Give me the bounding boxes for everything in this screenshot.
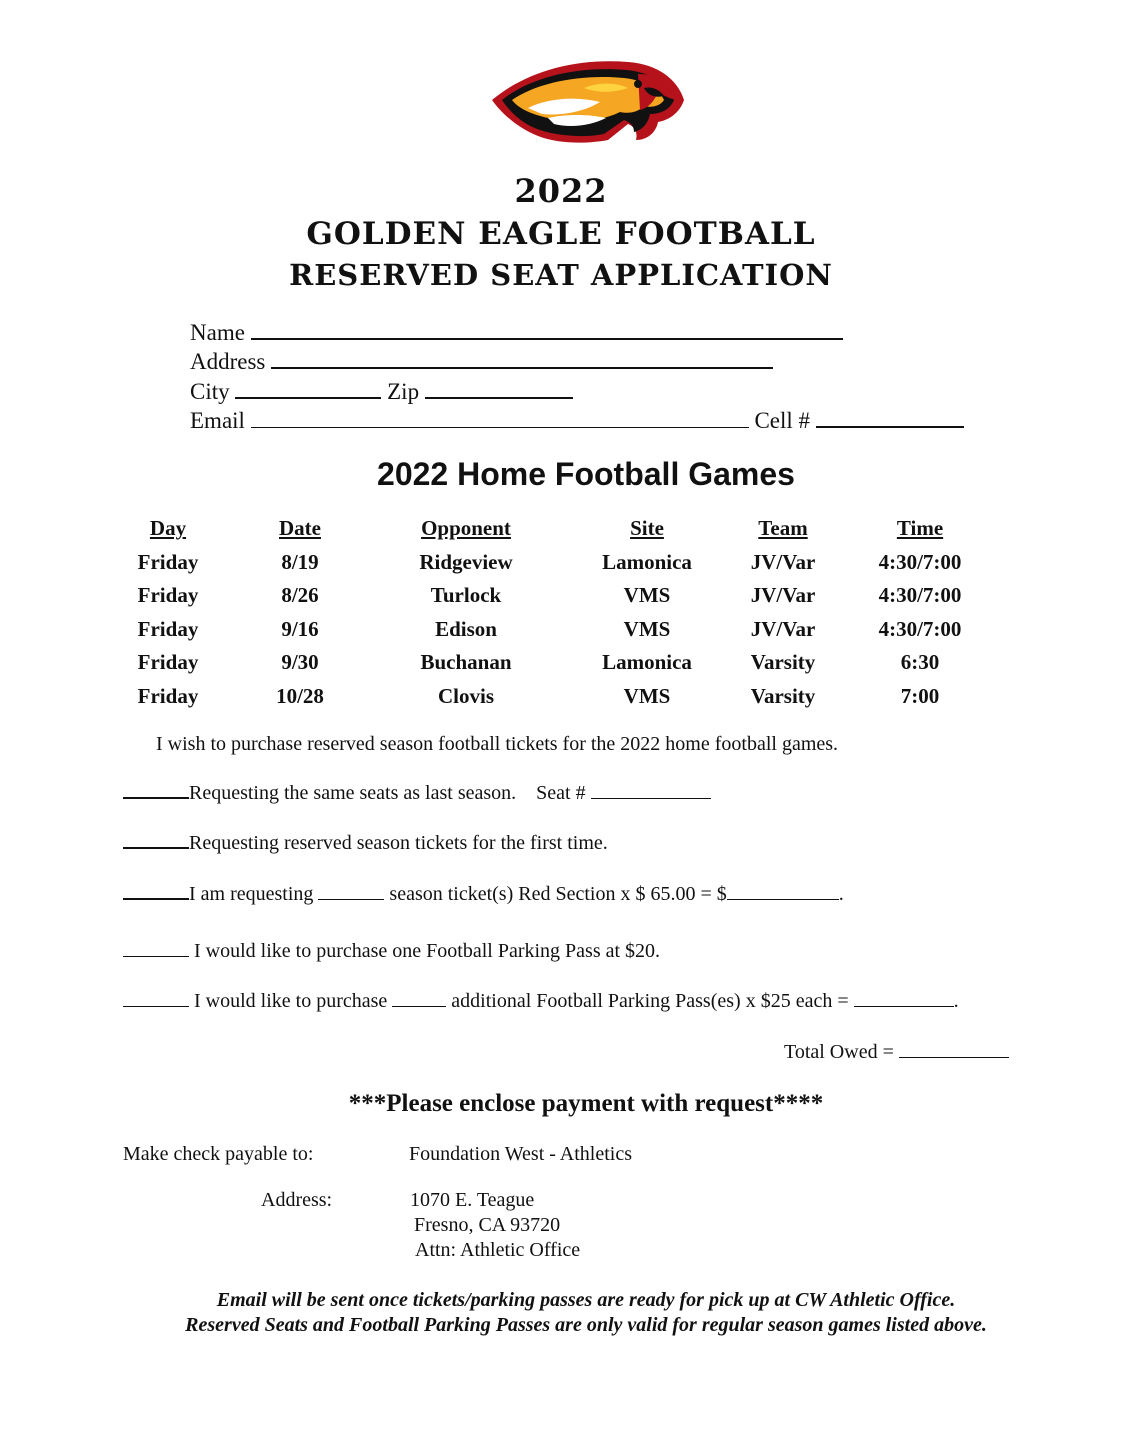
col-opponent: Opponent — [421, 516, 511, 541]
cell-opponent: Buchanan — [420, 650, 512, 675]
payment-address-line2: Fresno, CA 93720 — [414, 1214, 561, 1236]
email-notice: Email will be sent once tickets/parking passes are ready for pick up at CW Athletic Office. — [216, 1289, 956, 1311]
cell-day: Friday — [137, 616, 199, 641]
cell-line[interactable] — [816, 406, 964, 428]
cell-team: JV/Var — [750, 616, 816, 641]
header-title: GOLDEN EAGLE FOOTBALL — [306, 216, 816, 252]
email-cell-field[interactable] — [190, 406, 964, 434]
col-time: Time — [896, 516, 944, 541]
payee-name: Foundation West - Athletics — [409, 1143, 633, 1165]
name-field[interactable] — [190, 318, 843, 346]
cell-day: Friday — [137, 683, 199, 708]
payment-address-line3: Attn: Athletic Office — [415, 1239, 581, 1261]
cell-label: Cell # — [754, 408, 811, 433]
parking-one-check-line[interactable] — [123, 938, 189, 957]
first-time-option[interactable] — [123, 829, 608, 855]
first-time-check-line[interactable] — [123, 829, 189, 849]
header-year: 2022 — [514, 172, 608, 210]
cell-date: 9/16 — [281, 616, 319, 641]
cell-site: VMS — [623, 583, 671, 608]
cell-date: 10/28 — [276, 683, 324, 708]
name-label: Name — [190, 320, 245, 345]
payment-heading: ***Please enclose payment with request**** — [348, 1090, 824, 1117]
same-seats-check-line[interactable] — [123, 779, 189, 799]
validity-notice: Reserved Seats and Football Parking Passes are only valid for regular season games listed above. — [185, 1314, 987, 1336]
parking-quantity-line[interactable] — [392, 988, 446, 1007]
payment-address-label: Address: — [261, 1189, 333, 1211]
tickets-check-line[interactable] — [123, 880, 189, 900]
cell-time: 7:00 — [900, 683, 940, 708]
cell-team: Varsity — [750, 650, 816, 675]
cell-site: VMS — [623, 616, 671, 641]
total-owed[interactable] — [784, 1039, 1009, 1064]
cell-team: JV/Var — [750, 549, 816, 574]
same-seats-option[interactable] — [123, 779, 711, 805]
zip-line[interactable] — [425, 377, 573, 399]
col-site: Site — [630, 516, 664, 541]
table-row — [100, 646, 1000, 680]
cell-site: Lamonica — [602, 549, 692, 574]
golden-eagle-head-icon — [488, 52, 688, 148]
tickets-option[interactable]: I am requesting season ticket(s) Red Section x $ 65.00 = $ . — [123, 880, 844, 906]
cell-day: Friday — [137, 650, 199, 675]
cell-day: Friday — [137, 549, 199, 574]
email-label: Email — [190, 408, 245, 433]
cell-team: Varsity — [750, 683, 816, 708]
parking-one-option[interactable] — [123, 938, 660, 963]
col-team: Team — [758, 516, 808, 541]
total-owed-line[interactable] — [899, 1039, 1009, 1058]
parking-additional-check-line[interactable] — [123, 988, 189, 1007]
cell-team: JV/Var — [750, 583, 816, 608]
address-field[interactable] — [190, 347, 773, 375]
city-zip-field[interactable] — [190, 377, 573, 405]
col-day: Day — [149, 516, 187, 541]
city-line[interactable] — [235, 377, 381, 399]
seat-label: Seat # — [536, 782, 586, 804]
col-date: Date — [279, 516, 321, 541]
address-line[interactable] — [271, 347, 773, 369]
payment-address-line1: 1070 E. Teague — [410, 1189, 535, 1211]
city-label: City — [190, 379, 230, 404]
ticket-quantity-line[interactable] — [318, 881, 384, 900]
table-row — [100, 579, 1000, 613]
cell-opponent: Ridgeview — [419, 549, 513, 574]
cell-time: 4:30/7:00 — [878, 616, 962, 641]
cell-site: Lamonica — [602, 650, 692, 675]
table-row — [100, 613, 1000, 647]
cell-time: 4:30/7:00 — [878, 583, 962, 608]
first-time-text: Requesting reserved season tickets for the first time. — [189, 832, 608, 854]
games-header-row — [100, 512, 1000, 546]
seat-number-line[interactable] — [591, 780, 711, 799]
cell-time: 6:30 — [900, 650, 940, 675]
cell-opponent: Edison — [435, 616, 497, 641]
cell-time: 4:30/7:00 — [878, 549, 962, 574]
cell-date: 8/19 — [281, 549, 319, 574]
cell-date: 9/30 — [281, 650, 319, 675]
header-subtitle: RESERVED SEAT APPLICATION — [289, 258, 833, 292]
table-row — [100, 680, 1000, 714]
ticket-amount-line[interactable] — [727, 881, 839, 900]
tickets-text-a: I am requesting — [189, 883, 314, 905]
parking-additional-text-a: I would like to purchase — [194, 990, 388, 1012]
same-seats-text: Requesting the same seats as last season. — [189, 782, 517, 804]
cell-opponent: Clovis — [437, 683, 494, 708]
total-owed-label: Total Owed = — [784, 1041, 894, 1063]
address-label: Address — [190, 349, 266, 374]
games-table — [100, 512, 1000, 713]
table-row — [100, 546, 1000, 580]
parking-amount-line[interactable] — [854, 988, 954, 1007]
cell-site: VMS — [623, 683, 671, 708]
parking-additional-option[interactable]: I would like to purchase additional Football Parking Pass(es) x $25 each = . — [123, 988, 959, 1013]
zip-label: Zip — [387, 379, 420, 404]
intro-text: I wish to purchase reserved season football tickets for the 2022 home football games. — [156, 733, 839, 755]
name-line[interactable] — [251, 318, 843, 340]
email-line[interactable] — [251, 407, 749, 428]
parking-additional-text-b: additional Football Parking Pass(es) x $25 each = — [451, 990, 849, 1012]
cell-day: Friday — [137, 583, 199, 608]
cell-date: 8/26 — [281, 583, 319, 608]
tickets-text-b: season ticket(s) Red Section x $ 65.00 = $ — [389, 883, 727, 905]
parking-one-text: I would like to purchase one Football Parking Pass at $20. — [194, 940, 661, 962]
games-title: 2022 Home Football Games — [377, 456, 795, 492]
check-payable-label: Make check payable to: — [123, 1143, 314, 1165]
cell-opponent: Turlock — [430, 583, 502, 608]
